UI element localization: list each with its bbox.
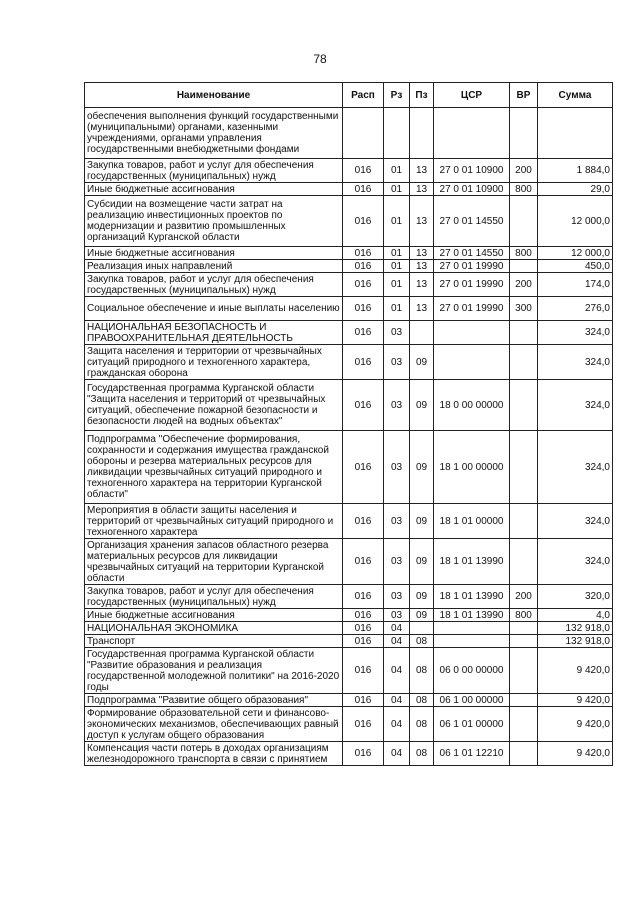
row-pz-cell: 13: [410, 247, 434, 260]
table-body: [85, 108, 613, 766]
row-rasp-cell: 016: [343, 183, 384, 196]
row-vr-cell: [510, 622, 538, 635]
table-row: [85, 707, 613, 742]
row-pz-cell: 08: [410, 694, 434, 707]
row-vr-cell: [510, 742, 538, 766]
row-pz-cell: 09: [410, 539, 434, 585]
row-name-cell: Организация хранения запасов областного резерва материальных ресурсов для ликвидации чрезвычайных ситуаций на территории Курганской области: [85, 539, 343, 585]
row-vr-cell: [510, 260, 538, 273]
row-name-cell: Государственная программа Курганской области "Защита населения и территорий от чрезвычайных ситуаций, обеспечение пожарной безопасности и безопасности людей на водных объектах": [85, 380, 343, 431]
row-rz-cell: 04: [384, 694, 410, 707]
table-row: [85, 260, 613, 273]
table-row: [85, 648, 613, 694]
table-row: [85, 273, 613, 297]
row-rz-cell: 01: [384, 159, 410, 183]
row-vr-cell: [510, 707, 538, 742]
column-header-rasp: Расп: [343, 83, 384, 108]
row-csr-cell: 06 1 01 12210: [434, 742, 510, 766]
row-csr-cell: 27 0 01 14550: [434, 196, 510, 247]
row-name-cell: Подпрограмма "Развитие общего образования": [85, 694, 343, 707]
table-row: [85, 297, 613, 321]
row-pz-cell: 13: [410, 297, 434, 321]
table-row: [85, 504, 613, 539]
row-rz-cell: 01: [384, 247, 410, 260]
row-rz-cell: 04: [384, 635, 410, 648]
table-row: [85, 539, 613, 585]
row-rz-cell: 03: [384, 585, 410, 609]
row-pz-cell: [410, 622, 434, 635]
row-csr-cell: 06 1 01 00000: [434, 707, 510, 742]
row-name-cell: Формирование образовательной сети и финансово-экономических механизмов, обеспечивающих равный доступ к услугам общего образования: [85, 707, 343, 742]
row-vr-cell: 200: [510, 273, 538, 297]
row-vr-cell: 800: [510, 183, 538, 196]
row-pz-cell: 09: [410, 504, 434, 539]
table-row: [85, 431, 613, 504]
row-pz-cell: [410, 108, 434, 159]
row-rasp-cell: 016: [343, 694, 384, 707]
row-vr-cell: [510, 196, 538, 247]
row-csr-cell: 18 1 01 13990: [434, 585, 510, 609]
row-csr-cell: 27 0 01 19990: [434, 273, 510, 297]
row-name-cell: Иные бюджетные ассигнования: [85, 609, 343, 622]
row-sum-cell: 276,0: [538, 297, 613, 321]
row-rasp-cell: [343, 108, 384, 159]
row-rasp-cell: 016: [343, 539, 384, 585]
row-sum-cell: 324,0: [538, 504, 613, 539]
row-pz-cell: 13: [410, 196, 434, 247]
row-rz-cell: [384, 108, 410, 159]
row-sum-cell: 12 000,0: [538, 247, 613, 260]
row-name-cell: Иные бюджетные ассигнования: [85, 183, 343, 196]
row-pz-cell: 08: [410, 742, 434, 766]
budget-table: [84, 82, 613, 766]
row-rasp-cell: 016: [343, 609, 384, 622]
row-sum-cell: 9 420,0: [538, 694, 613, 707]
table-row: [85, 196, 613, 247]
row-rasp-cell: 016: [343, 742, 384, 766]
row-sum-cell: [538, 108, 613, 159]
table-row: [85, 108, 613, 159]
row-rz-cell: 03: [384, 504, 410, 539]
row-pz-cell: 13: [410, 273, 434, 297]
row-pz-cell: 08: [410, 635, 434, 648]
row-sum-cell: 174,0: [538, 273, 613, 297]
row-rasp-cell: 016: [343, 273, 384, 297]
row-vr-cell: [510, 694, 538, 707]
row-csr-cell: 18 1 01 00000: [434, 504, 510, 539]
row-rz-cell: 04: [384, 742, 410, 766]
row-pz-cell: 08: [410, 648, 434, 694]
row-rz-cell: 01: [384, 183, 410, 196]
row-vr-cell: [510, 108, 538, 159]
row-csr-cell: [434, 321, 510, 345]
row-rz-cell: 04: [384, 648, 410, 694]
row-sum-cell: 132 918,0: [538, 635, 613, 648]
row-csr-cell: 18 1 01 13990: [434, 539, 510, 585]
row-rasp-cell: 016: [343, 585, 384, 609]
row-rz-cell: 04: [384, 622, 410, 635]
column-header-sum: Сумма: [538, 83, 613, 108]
table-row: [85, 635, 613, 648]
row-name-cell: Субсидии на возмещение части затрат на реализацию инвестиционных проектов по модернизации и развитию промышленных организаций Курганской области: [85, 196, 343, 247]
row-rz-cell: 03: [384, 431, 410, 504]
row-rasp-cell: 016: [343, 159, 384, 183]
row-rasp-cell: 016: [343, 648, 384, 694]
row-pz-cell: [410, 321, 434, 345]
row-pz-cell: 09: [410, 585, 434, 609]
row-csr-cell: 18 1 01 13990: [434, 609, 510, 622]
row-name-cell: Транспорт: [85, 635, 343, 648]
row-csr-cell: [434, 635, 510, 648]
row-sum-cell: 320,0: [538, 585, 613, 609]
column-header-name: Наименование: [85, 83, 343, 108]
row-csr-cell: [434, 622, 510, 635]
row-csr-cell: 18 1 00 00000: [434, 431, 510, 504]
row-vr-cell: 800: [510, 247, 538, 260]
row-vr-cell: [510, 635, 538, 648]
column-header-pz: Пз: [410, 83, 434, 108]
row-csr-cell: 27 0 01 19990: [434, 260, 510, 273]
row-rz-cell: 01: [384, 273, 410, 297]
column-header-csr: ЦСР: [434, 83, 510, 108]
row-vr-cell: 800: [510, 609, 538, 622]
row-csr-cell: 27 0 01 10900: [434, 183, 510, 196]
row-csr-cell: 27 0 01 14550: [434, 247, 510, 260]
row-pz-cell: 13: [410, 183, 434, 196]
row-sum-cell: 324,0: [538, 431, 613, 504]
row-rasp-cell: 016: [343, 707, 384, 742]
row-name-cell: Подпрограмма "Обеспечение формирования, сохранности и содержания имущества гражданской обороны и резерва материальных ресурсов для ликвидации чрезвычайных ситуаций природного и техногенного характера на территории Курганской области": [85, 431, 343, 504]
table-row: [85, 622, 613, 635]
row-pz-cell: 09: [410, 431, 434, 504]
table-row: [85, 321, 613, 345]
row-vr-cell: [510, 431, 538, 504]
row-vr-cell: 300: [510, 297, 538, 321]
row-vr-cell: 200: [510, 159, 538, 183]
row-sum-cell: 324,0: [538, 345, 613, 380]
row-name-cell: Защита населения и территории от чрезвычайных ситуаций природного и техногенного характера, гражданская оборона: [85, 345, 343, 380]
row-rz-cell: 03: [384, 380, 410, 431]
row-name-cell: обеспечения выполнения функций государственными (муниципальными) органами, казенными учреждениями, органами управления государственными внебюджетными фондами: [85, 108, 343, 159]
row-csr-cell: 18 0 00 00000: [434, 380, 510, 431]
row-pz-cell: 09: [410, 345, 434, 380]
row-vr-cell: 200: [510, 585, 538, 609]
row-vr-cell: [510, 504, 538, 539]
row-name-cell: Закупка товаров, работ и услуг для обеспечения государственных (муниципальных) нужд: [85, 159, 343, 183]
row-vr-cell: [510, 648, 538, 694]
row-rz-cell: 03: [384, 539, 410, 585]
row-vr-cell: [510, 380, 538, 431]
row-sum-cell: 324,0: [538, 539, 613, 585]
row-name-cell: Компенсация части потерь в доходах организациям железнодорожного транспорта в связи с принятием: [85, 742, 343, 766]
row-rasp-cell: 016: [343, 196, 384, 247]
table-row: [85, 159, 613, 183]
table-row: [85, 380, 613, 431]
row-csr-cell: 27 0 01 19990: [434, 297, 510, 321]
row-rasp-cell: 016: [343, 504, 384, 539]
row-sum-cell: 9 420,0: [538, 648, 613, 694]
row-rasp-cell: 016: [343, 622, 384, 635]
row-rz-cell: 01: [384, 297, 410, 321]
table-row: [85, 609, 613, 622]
page-number: 78: [313, 52, 327, 66]
row-name-cell: НАЦИОНАЛЬНАЯ БЕЗОПАСНОСТЬ И ПРАВООХРАНИТЕЛЬНАЯ ДЕЯТЕЛЬНОСТЬ: [85, 321, 343, 345]
row-rz-cell: 03: [384, 321, 410, 345]
row-name-cell: Закупка товаров, работ и услуг для обеспечения государственных (муниципальных) нужд: [85, 585, 343, 609]
row-pz-cell: 08: [410, 707, 434, 742]
table-row: [85, 694, 613, 707]
row-rasp-cell: 016: [343, 321, 384, 345]
row-rasp-cell: 016: [343, 247, 384, 260]
column-header-rz: Рз: [384, 83, 410, 108]
row-sum-cell: 29,0: [538, 183, 613, 196]
row-sum-cell: 324,0: [538, 380, 613, 431]
row-sum-cell: 9 420,0: [538, 707, 613, 742]
row-csr-cell: 06 0 00 00000: [434, 648, 510, 694]
row-rasp-cell: 016: [343, 380, 384, 431]
table-row: [85, 183, 613, 196]
row-rz-cell: 01: [384, 196, 410, 247]
row-sum-cell: 132 918,0: [538, 622, 613, 635]
row-name-cell: Государственная программа Курганской области "Развитие образования и реализация государственной молодежной политики" на 2016-2020 годы: [85, 648, 343, 694]
row-sum-cell: 324,0: [538, 321, 613, 345]
table-row: [85, 345, 613, 380]
row-sum-cell: 12 000,0: [538, 196, 613, 247]
row-vr-cell: [510, 539, 538, 585]
row-rz-cell: 03: [384, 609, 410, 622]
table-row: [85, 247, 613, 260]
row-vr-cell: [510, 345, 538, 380]
table-row: [85, 585, 613, 609]
row-csr-cell: [434, 108, 510, 159]
row-sum-cell: 4,0: [538, 609, 613, 622]
row-pz-cell: 13: [410, 260, 434, 273]
row-csr-cell: [434, 345, 510, 380]
row-name-cell: НАЦИОНАЛЬНАЯ ЭКОНОМИКА: [85, 622, 343, 635]
row-pz-cell: 13: [410, 159, 434, 183]
row-rz-cell: 01: [384, 260, 410, 273]
row-vr-cell: [510, 321, 538, 345]
row-rasp-cell: 016: [343, 635, 384, 648]
row-name-cell: Иные бюджетные ассигнования: [85, 247, 343, 260]
row-rasp-cell: 016: [343, 345, 384, 380]
row-name-cell: Мероприятия в области защиты населения и территорий от чрезвычайных ситуаций природного и техногенного характера: [85, 504, 343, 539]
row-name-cell: Реализация иных направлений: [85, 260, 343, 273]
row-pz-cell: 09: [410, 380, 434, 431]
row-rasp-cell: 016: [343, 297, 384, 321]
row-csr-cell: 06 1 00 00000: [434, 694, 510, 707]
row-sum-cell: 450,0: [538, 260, 613, 273]
row-rz-cell: 03: [384, 345, 410, 380]
row-rasp-cell: 016: [343, 260, 384, 273]
row-name-cell: Закупка товаров, работ и услуг для обеспечения государственных (муниципальных) нужд: [85, 273, 343, 297]
row-csr-cell: 27 0 01 10900: [434, 159, 510, 183]
row-rasp-cell: 016: [343, 431, 384, 504]
row-rz-cell: 04: [384, 707, 410, 742]
row-pz-cell: 09: [410, 609, 434, 622]
table-row: [85, 742, 613, 766]
row-name-cell: Социальное обеспечение и иные выплаты населению: [85, 297, 343, 321]
column-header-vr: ВР: [510, 83, 538, 108]
table-header-row: [85, 83, 613, 108]
row-sum-cell: 9 420,0: [538, 742, 613, 766]
row-sum-cell: 1 884,0: [538, 159, 613, 183]
